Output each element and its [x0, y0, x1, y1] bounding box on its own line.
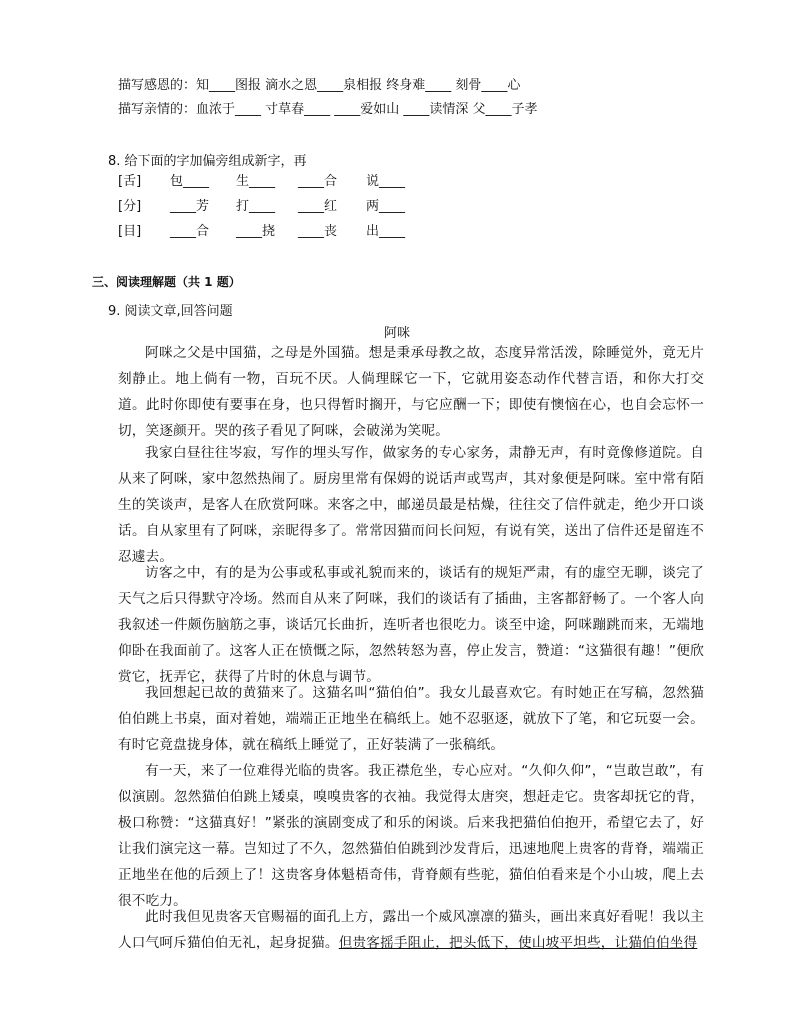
paragraph-6: [118, 904, 704, 956]
blank-cell: ____红: [298, 199, 338, 214]
paragraph-5: 有一天，来了一位难得光临的贵客。我正襟危坐，专心应对。“久仰久仰”，“岂敢岂敢”，有似演剧。忽然猫伯伯跳上矮桌，嗅嗅贵客的衣袖。我觉得太唐突，想赶走它。贵客却抚它的背，极口称赞：“这猫真好！”紧张的演剧变成了和乐的闲谈。后来我把猫伯伯抱开，希望它去了，好让我们演完这一幕。岂知过了不久，忽然猫伯伯跳到沙发背后，迅速地爬上贵客的背脊，端端正正地坐在他的后颈上了！这贵客身体魁梧奇伟，背脊颇有些驼，猫伯伯看来是个小山坡，爬上去很不吃力。: [118, 763, 704, 909]
fill-line-gratitude: 描写感恩的：知____图报 滴水之恩____泉相报 终身难____ 刻骨____心: [118, 78, 521, 93]
blank-cell: 生____: [236, 174, 276, 189]
blank-cell: ____挠: [236, 224, 276, 239]
radical-cell: [分]: [118, 199, 142, 214]
q8-row-3: [118, 224, 426, 240]
paragraph-2: 我家白昼往往岑寂，写作的埋头写作，做家务的专心家务，肃静无声，有时竟像修道院。自从来了阿咪，家中忽然热闹了。厨房里常有保姆的说话声或骂声，其对象便是阿咪。室中常有陌生的笑谈声，是客人在欣赏阿咪。来客之中，邮递员最是枯燥，往往交了信件就走，绝少开口谈话。自从家里有了阿咪，亲昵得多了。常常因猫而问长问短，有说有笑，送出了信件还是留连不忍遽去。: [118, 445, 704, 565]
blank-cell: 打____: [236, 199, 276, 214]
radical-cell: [目]: [118, 224, 142, 239]
blank-cell: ____丧: [298, 224, 338, 239]
paragraph-3: 访客之中，有的是为公事或私事或礼貌而来的，谈话有的规矩严肃，有的虚空无聊，谈完了天气之后只得默守冷场。然而自从来了阿咪，我们的谈话有了插曲，主客都舒畅了。一个客人向我叙述一件颇伤脑筋之事，谈话冗长曲折，连听者也很吃力。谈至中途，阿咪蹦跳而来，无端地仰卧在我面前了。这客人正在愤慨之际，忽然转怒为喜，停止发言，赞道：“这猫很有趣！”便欣赏它，抚弄它，获得了片时的休息与调节。: [118, 565, 704, 685]
radical-cell: [舌]: [118, 174, 142, 189]
article-title: 阿咪: [383, 326, 410, 341]
paragraph-1: 阿咪之父是中国猫，之母是外国猫。想是秉承母教之故，态度异常活泼，除睡觉外，竟无片刻静止。地上倘有一物，百玩不厌。人倘理睬它一下，它就用姿态动作代替言语，和你大打交道。此时你即使有要事在身，也只得暂时搁开，与它应酬一下；即使有懊恼在心，也自会忘怀一切，笑逐颜开。哭的孩子看见了阿咪，会破涕为笑呢。: [118, 345, 704, 439]
blank-cell: 包____: [170, 174, 210, 189]
blank-cell: 出____: [366, 224, 406, 239]
blank-cell: 两____: [366, 199, 406, 214]
blank-cell: ____合: [170, 224, 210, 239]
blank-cell: ____合: [298, 174, 338, 189]
q8-row-2: [118, 199, 426, 215]
q8-row-1: [118, 174, 426, 190]
blank-cell: 说____: [366, 174, 406, 189]
fill-line-family: 描写亲情的：血浓于____ 寸草春____ ____爱如山 ____读情深 父____子孝: [118, 102, 538, 117]
section-heading: 三、阅读理解题（共 1 题）: [92, 275, 241, 289]
underlined-sentence: 但贵客摇手阻止，把头低下，使山坡平坦些，让猫伯伯坐得: [338, 935, 698, 951]
question-8-stem: 8. 给下面的字加偏旁组成新字，再: [108, 154, 307, 169]
blank-cell: ____芳: [170, 199, 210, 214]
paragraph-6-text: 此时我但见贵客天官赐福的面孔上方，露出一个威风凛凛的猫头，画出来真好看呢！我以主人口气呵斥猫伯伯无礼，起身捉猫。: [118, 909, 704, 951]
question-9-stem: 9. 阅读文章,回答问题: [108, 304, 233, 319]
paragraph-4: 我回想起已故的黄猫来了。这猫名叫“猫伯伯”。我女儿最喜欢它。有时她正在写稿，忽然猫伯伯跳上书桌，面对着她，端端正正地坐在稿纸上。她不忍驱逐，就放下了笔，和它玩耍一会。有时它竟盘拢身体，就在稿纸上睡觉了，正好装满了一张稿纸。: [118, 685, 704, 753]
